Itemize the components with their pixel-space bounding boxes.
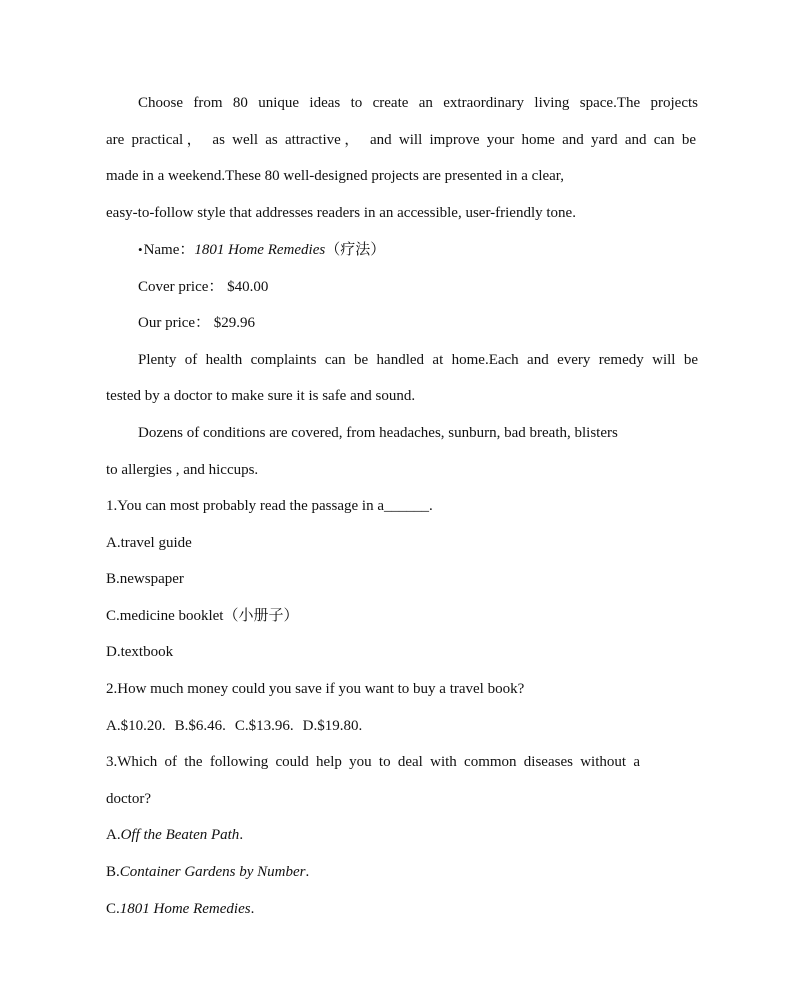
question-1-option-d: D.textbook <box>106 644 174 660</box>
option-title: 1801 Home Remedies <box>119 901 251 917</box>
option-end: . <box>305 864 310 880</box>
book-name-line <box>138 240 698 260</box>
question-3-stem-line-1: 3.Which of the following could help you to deal with common diseases without a <box>106 754 640 770</box>
question-2-option-d: D.$19.80. <box>302 718 363 734</box>
question-2-option-c: C.$13.96. <box>234 718 294 734</box>
question-3-stem-line-2: doctor? <box>106 791 151 807</box>
question-3-option-c <box>106 899 696 919</box>
question-2-option-b: B.$6.46. <box>174 718 226 734</box>
passage-line: to allergies , and hiccups. <box>106 462 259 478</box>
question-3-option-a <box>106 825 696 845</box>
passage-line: tested by a doctor to make sure it is safe and sound. <box>106 388 416 404</box>
passage-line: made in a weekend.These 80 well-designed projects are presented in a clear, <box>106 168 564 184</box>
option-letter: C. <box>106 901 120 917</box>
question-1-option-c: C.medicine booklet（小册子） <box>106 608 299 624</box>
question-1-option-a: A.travel guide <box>106 535 192 551</box>
question-2-options <box>106 716 696 736</box>
question-2-stem: 2.How much money could you save if you want to buy a travel book? <box>106 681 525 697</box>
passage-line: are practical， as well as attractive， and will improve your home and yard and can be <box>106 132 696 148</box>
option-letter: B. <box>106 864 120 880</box>
question-3-option-b <box>106 862 696 882</box>
option-title: Off the Beaten Path <box>120 827 240 843</box>
passage-line: Plenty of health complaints can be handled at home.Each and every remedy will be <box>138 352 698 368</box>
book-name-note: （疗法） <box>325 242 386 258</box>
passage-line: Choose from 80 unique ideas to create an extraordinary living space.The projects <box>138 95 698 111</box>
book-name-title: 1801 Home Remedies <box>194 242 326 258</box>
question-1-option-b: B.newspaper <box>106 571 184 587</box>
question-2-option-a: A.$10.20. <box>106 718 166 734</box>
passage-line: easy-to-follow style that addresses readers in an accessible, user-friendly tone. <box>106 205 576 221</box>
option-end: . <box>250 901 255 917</box>
our-price: Our price： $29.96 <box>138 315 256 331</box>
option-title: Container Gardens by Number <box>119 864 306 880</box>
book-name-label: Name： <box>143 242 195 258</box>
question-1-stem: 1.You can most probably read the passage in a______. <box>106 498 433 514</box>
cover-price: Cover price： $40.00 <box>138 279 269 295</box>
passage-line: Dozens of conditions are covered, from headaches, sunburn, bad breath, blisters <box>138 425 618 441</box>
bullet-icon: • <box>138 242 143 257</box>
option-letter: A. <box>106 827 121 843</box>
option-end: . <box>239 827 244 843</box>
